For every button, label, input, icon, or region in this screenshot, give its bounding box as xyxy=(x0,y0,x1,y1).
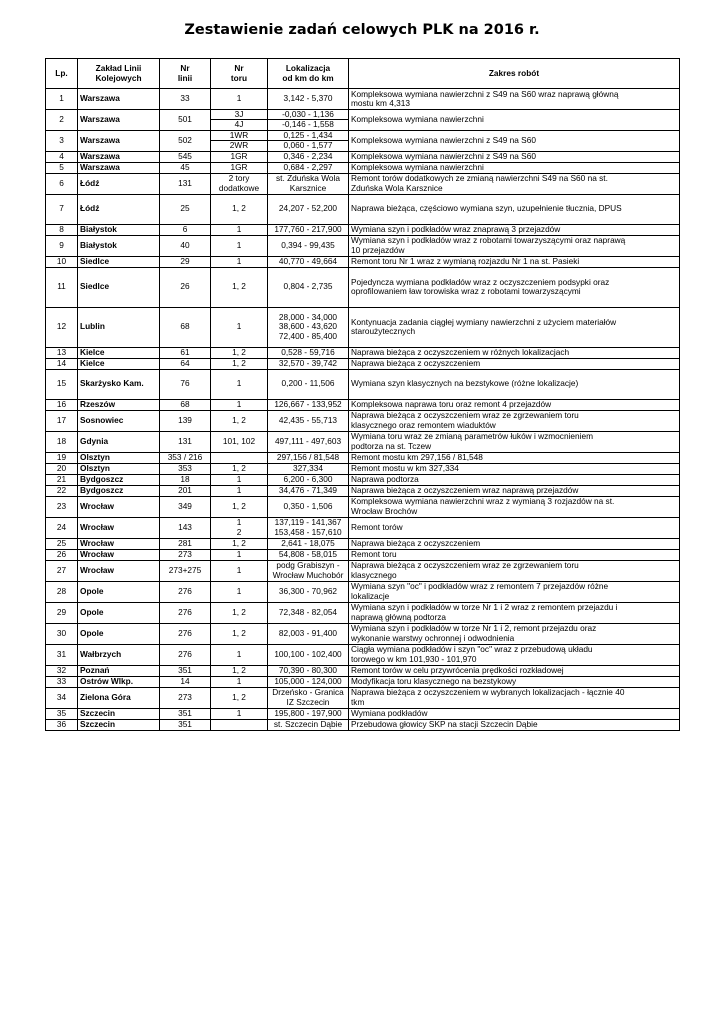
row-zakres: Wymiana toru wraz ze zmianą parametrów łuków i wzmocnieniem podtorza na st. Tczew xyxy=(349,431,680,452)
row-lokalizacja: 42,435 - 55,713 xyxy=(268,410,349,431)
row-tor: 1, 2 xyxy=(211,623,268,644)
table-row xyxy=(46,130,680,140)
row-zakres: Przebudowa głowicy SKP na stacji Szczecin Dąbie xyxy=(349,719,680,730)
row-lokalizacja: 54,808 - 58,015 xyxy=(268,549,349,560)
row-zakres: Kontynuacja zadania ciągłej wymiany nawierzchni z użyciem materiałów staroużytecznych xyxy=(349,307,680,347)
row-zakres: Remont torów w celu przywrócenia prędkości rozkładowej xyxy=(349,665,680,676)
row-zakres: Naprawa bieżąca z oczyszczeniem xyxy=(349,358,680,369)
row-lokalizacja: 3,142 - 5,370 xyxy=(268,89,349,110)
row-zaklad: Wrocław xyxy=(78,549,160,560)
row-lokalizacja: Drzeńsko - Granica IZ Szczecin xyxy=(268,687,349,708)
row-zakres: Naprawa bieżąca z oczyszczeniem w wybranych lokalizacjach - łącznie 40 tkm xyxy=(349,687,680,708)
row-tor: 1 xyxy=(211,256,268,267)
table-row xyxy=(46,719,680,730)
table-row xyxy=(46,687,680,708)
row-lp: 35 xyxy=(46,708,78,719)
row-zakres: Wymiana szyn i podkładów w torze Nr 1 i 2 wraz z remontem przejazdu i naprawą główną podtorza xyxy=(349,602,680,623)
table-row xyxy=(46,549,680,560)
row-linia: 502 xyxy=(160,130,211,151)
table-row xyxy=(46,151,680,162)
row-zaklad: Kielce xyxy=(78,358,160,369)
row-lokalizacja: st. Zduńska Wola Karsznice xyxy=(268,173,349,194)
row-lokalizacja: 0,060 - 1,577 xyxy=(268,141,349,151)
row-lp: 34 xyxy=(46,687,78,708)
row-lokalizacja: 0,350 - 1,506 xyxy=(268,496,349,517)
row-zakres: Remont mostu km 297,156 / 81,548 xyxy=(349,452,680,463)
row-lokalizacja: podg Grabiszyn - Wrocław Muchobór xyxy=(268,560,349,581)
row-lp: 1 xyxy=(46,89,78,110)
row-lp: 6 xyxy=(46,173,78,194)
row-tor: 1, 2 xyxy=(211,463,268,474)
row-linia: 131 xyxy=(160,431,211,452)
row-zaklad: Skarżysko Kam. xyxy=(78,369,160,399)
row-lokalizacja: 0,125 - 1,434 xyxy=(268,130,349,140)
row-lp: 15 xyxy=(46,369,78,399)
row-lokalizacja: 32,570 - 39,742 xyxy=(268,358,349,369)
row-lp: 2 xyxy=(46,110,78,131)
row-zaklad: Rzeszów xyxy=(78,399,160,410)
row-zaklad: Opole xyxy=(78,602,160,623)
row-lokalizacja: 327,334 xyxy=(268,463,349,474)
row-linia: 68 xyxy=(160,399,211,410)
table-row xyxy=(46,474,680,485)
row-linia: 353 xyxy=(160,463,211,474)
table-row xyxy=(46,496,680,517)
row-linia: 76 xyxy=(160,369,211,399)
row-linia: 18 xyxy=(160,474,211,485)
row-lokalizacja: 40,770 - 49,664 xyxy=(268,256,349,267)
row-zakres: Kompleksowa wymiana nawierzchni xyxy=(349,162,680,173)
row-tor: 1GR xyxy=(211,162,268,173)
row-zakres: Wymiana szyn "oc" i podkładów wraz z remontem 7 przejazdów różne lokalizacje xyxy=(349,581,680,602)
row-zakres: Kompleksowa wymiana nawierzchni wraz z wymianą 3 rozjazdów na st. Wrocław Brochów xyxy=(349,496,680,517)
row-linia: 501 xyxy=(160,110,211,131)
row-tor: 1 xyxy=(211,235,268,256)
row-linia: 45 xyxy=(160,162,211,173)
row-lokalizacja: 6,200 - 6,300 xyxy=(268,474,349,485)
row-lp: 17 xyxy=(46,410,78,431)
row-zaklad: Białystok xyxy=(78,224,160,235)
table-row xyxy=(46,485,680,496)
row-lp: 23 xyxy=(46,496,78,517)
row-tor: 1, 2 xyxy=(211,194,268,224)
row-lp: 24 xyxy=(46,517,78,538)
row-zakres: Naprawa bieżąca, częściowo wymiana szyn, uzupełnienie tłucznia, DPUS xyxy=(349,194,680,224)
row-linia: 349 xyxy=(160,496,211,517)
row-linia: 351 xyxy=(160,665,211,676)
header-tor: Nr toru xyxy=(211,59,268,89)
row-tor: 1 xyxy=(211,644,268,665)
row-zakres: Naprawa podtorza xyxy=(349,474,680,485)
table-row xyxy=(46,369,680,399)
row-tor: 2 tory dodatkowe xyxy=(211,173,268,194)
table-row xyxy=(46,623,680,644)
row-tor: 1 xyxy=(211,369,268,399)
row-zaklad: Sosnowiec xyxy=(78,410,160,431)
row-zaklad: Szczecin xyxy=(78,719,160,730)
row-tor: 1, 2 xyxy=(211,358,268,369)
row-lokalizacja: 0,804 - 2,735 xyxy=(268,267,349,307)
table-row xyxy=(46,235,680,256)
header-zaklad: Zakład Linii Kolejowych xyxy=(78,59,160,89)
header-lokalizacja: Lokalizacja od km do km xyxy=(268,59,349,89)
row-zaklad: Olsztyn xyxy=(78,452,160,463)
table-row xyxy=(46,644,680,665)
row-tor: 1 xyxy=(211,89,268,110)
row-zaklad: Siedlce xyxy=(78,267,160,307)
row-zakres: Kompleksowa wymiana nawierzchni z S49 na S60 xyxy=(349,151,680,162)
row-lokalizacja: 100,100 - 102,400 xyxy=(268,644,349,665)
row-tor xyxy=(211,452,268,463)
header-row xyxy=(46,59,680,89)
row-zaklad: Białystok xyxy=(78,235,160,256)
row-lokalizacja: 82,003 - 91,400 xyxy=(268,623,349,644)
row-linia: 273+275 xyxy=(160,560,211,581)
row-zakres: Remont torów dodatkowych ze zmianą nawierzchni S49 na S60 na st. Zduńska Wola Karsznice xyxy=(349,173,680,194)
row-lp: 33 xyxy=(46,676,78,687)
row-linia: 143 xyxy=(160,517,211,538)
row-lp: 32 xyxy=(46,665,78,676)
row-linia: 61 xyxy=(160,347,211,358)
row-zakres: Remont torów xyxy=(349,517,680,538)
table-row xyxy=(46,256,680,267)
row-lp: 18 xyxy=(46,431,78,452)
row-zaklad: Szczecin xyxy=(78,708,160,719)
row-lp: 21 xyxy=(46,474,78,485)
row-zakres: Wymiana podkładów xyxy=(349,708,680,719)
row-lokalizacja: 72,348 - 82,054 xyxy=(268,602,349,623)
row-tor: 1, 2 xyxy=(211,267,268,307)
table-row xyxy=(46,173,680,194)
row-zakres: Remont toru xyxy=(349,549,680,560)
row-tor: 1GR xyxy=(211,151,268,162)
row-zaklad: Bydgoszcz xyxy=(78,485,160,496)
row-zakres: Remont mostu w km 327,334 xyxy=(349,463,680,474)
row-lp: 19 xyxy=(46,452,78,463)
row-zaklad: Lublin xyxy=(78,307,160,347)
row-lp: 7 xyxy=(46,194,78,224)
row-tor: 1, 2 xyxy=(211,496,268,517)
row-tor: 1 xyxy=(211,474,268,485)
row-zakres: Naprawa bieżąca z oczyszczeniem wraz ze zgrzewaniem toru klasycznego oraz remontem wiaduktów xyxy=(349,410,680,431)
row-zaklad: Warszawa xyxy=(78,89,160,110)
row-linia: 131 xyxy=(160,173,211,194)
row-linia: 139 xyxy=(160,410,211,431)
row-lokalizacja: 105,000 - 124,000 xyxy=(268,676,349,687)
row-zaklad: Poznań xyxy=(78,665,160,676)
table-row xyxy=(46,224,680,235)
row-linia: 276 xyxy=(160,581,211,602)
row-lokalizacja: 297,156 / 81,548 xyxy=(268,452,349,463)
table-row xyxy=(46,676,680,687)
row-zaklad: Siedlce xyxy=(78,256,160,267)
row-tor: 1 xyxy=(211,549,268,560)
row-lp: 30 xyxy=(46,623,78,644)
row-linia: 201 xyxy=(160,485,211,496)
row-tor: 1, 2 xyxy=(211,602,268,623)
row-zakres: Wymiana szyn i podkładów w torze Nr 1 i 2, remont przejazdu oraz wykonanie warstwy ochronnej i odwodnienia xyxy=(349,623,680,644)
row-linia: 276 xyxy=(160,602,211,623)
row-zakres: Naprawa bieżąca z oczyszczeniem xyxy=(349,538,680,549)
row-lokalizacja: 36,300 - 70,962 xyxy=(268,581,349,602)
table-row xyxy=(46,307,680,347)
table-row xyxy=(46,358,680,369)
row-linia: 276 xyxy=(160,623,211,644)
row-zakres: Naprawa bieżąca z oczyszczeniem wraz ze zgrzewaniem toru klasycznego xyxy=(349,560,680,581)
row-lp: 3 xyxy=(46,130,78,151)
row-tor: 1 xyxy=(211,399,268,410)
row-zaklad: Wrocław xyxy=(78,517,160,538)
row-zakres: Kompleksowa wymiana nawierzchni xyxy=(349,110,680,131)
table-row xyxy=(46,602,680,623)
row-lp: 36 xyxy=(46,719,78,730)
row-zakres: Naprawa bieżąca z oczyszczeniem wraz naprawą przejazdów xyxy=(349,485,680,496)
row-linia: 25 xyxy=(160,194,211,224)
row-lokalizacja: 177,760 - 217,900 xyxy=(268,224,349,235)
table-row xyxy=(46,89,680,110)
row-zaklad: Łódź xyxy=(78,173,160,194)
row-tor: 2WR xyxy=(211,141,268,151)
row-tor: 1, 2 xyxy=(211,347,268,358)
row-linia: 26 xyxy=(160,267,211,307)
row-lp: 13 xyxy=(46,347,78,358)
row-linia: 33 xyxy=(160,89,211,110)
page-title: Zestawienie zadań celowych PLK na 2016 r. xyxy=(184,22,540,38)
row-zaklad: Gdynia xyxy=(78,431,160,452)
row-lp: 31 xyxy=(46,644,78,665)
row-zakres: Wymiana szyn klasycznych na bezstykowe (różne lokalizacje) xyxy=(349,369,680,399)
row-tor: 1 xyxy=(211,560,268,581)
row-lp: 16 xyxy=(46,399,78,410)
row-zaklad: Warszawa xyxy=(78,151,160,162)
table-row xyxy=(46,708,680,719)
row-zaklad: Wrocław xyxy=(78,538,160,549)
row-lp: 12 xyxy=(46,307,78,347)
row-linia: 6 xyxy=(160,224,211,235)
row-tor: 1, 2 xyxy=(211,410,268,431)
row-zakres: Kompleksowa wymiana nawierzchni z S49 na S60 xyxy=(349,130,680,151)
row-lokalizacja: 0,346 - 2,234 xyxy=(268,151,349,162)
row-tor: 1WR xyxy=(211,130,268,140)
table-row xyxy=(46,110,680,120)
row-lokalizacja: 28,000 - 34,000 38,600 - 43,620 72,400 - 85,400 xyxy=(268,307,349,347)
row-lp: 14 xyxy=(46,358,78,369)
row-zaklad: Olsztyn xyxy=(78,463,160,474)
table-row xyxy=(46,665,680,676)
row-lp: 11 xyxy=(46,267,78,307)
row-tor: 101, 102 xyxy=(211,431,268,452)
row-zaklad: Warszawa xyxy=(78,130,160,151)
row-zaklad: Wałbrzych xyxy=(78,644,160,665)
row-zaklad: Kielce xyxy=(78,347,160,358)
row-lp: 5 xyxy=(46,162,78,173)
row-lp: 9 xyxy=(46,235,78,256)
table-row xyxy=(46,194,680,224)
row-lp: 8 xyxy=(46,224,78,235)
row-lokalizacja: 126,667 - 133,952 xyxy=(268,399,349,410)
row-tor: 1 xyxy=(211,708,268,719)
row-zaklad: Ostrów Wlkp. xyxy=(78,676,160,687)
row-lokalizacja: 0,394 - 99,435 xyxy=(268,235,349,256)
row-linia: 273 xyxy=(160,549,211,560)
row-lp: 26 xyxy=(46,549,78,560)
row-zaklad: Wrocław xyxy=(78,496,160,517)
row-tor xyxy=(211,719,268,730)
row-tor: 1, 2 xyxy=(211,538,268,549)
row-lokalizacja: 195,800 - 197,900 xyxy=(268,708,349,719)
row-zakres: Wymiana szyn i podkładów wraz znaprawą 3 przejazdów xyxy=(349,224,680,235)
row-lokalizacja: 2,641 - 18,075 xyxy=(268,538,349,549)
table-row xyxy=(46,431,680,452)
table-row xyxy=(46,347,680,358)
row-tor: 1 xyxy=(211,581,268,602)
row-zakres: Kompleksowa naprawa toru oraz remont 4 przejazdów xyxy=(349,399,680,410)
row-tor: 1 xyxy=(211,307,268,347)
table-row xyxy=(46,463,680,474)
table-body xyxy=(46,89,680,731)
row-linia: 281 xyxy=(160,538,211,549)
row-tor: 1 xyxy=(211,485,268,496)
row-tor: 3J xyxy=(211,110,268,120)
row-lokalizacja: -0,146 - 1,558 xyxy=(268,120,349,130)
table-row xyxy=(46,560,680,581)
header-lp: Lp. xyxy=(46,59,78,89)
table-row xyxy=(46,410,680,431)
row-lokalizacja: 0,684 - 2,297 xyxy=(268,162,349,173)
row-lp: 25 xyxy=(46,538,78,549)
header-zakres: Zakres robót xyxy=(349,59,680,89)
row-zaklad: Opole xyxy=(78,581,160,602)
row-tor: 1 2 xyxy=(211,517,268,538)
row-tor: 1, 2 xyxy=(211,687,268,708)
row-zaklad: Bydgoszcz xyxy=(78,474,160,485)
row-lp: 28 xyxy=(46,581,78,602)
row-lokalizacja: st. Szczecin Dąbie xyxy=(268,719,349,730)
row-lp: 10 xyxy=(46,256,78,267)
row-linia: 29 xyxy=(160,256,211,267)
row-linia: 351 xyxy=(160,719,211,730)
row-lokalizacja: 24,207 - 52,200 xyxy=(268,194,349,224)
row-zakres: Modyfikacja toru klasycznego na bezstykowy xyxy=(349,676,680,687)
row-linia: 545 xyxy=(160,151,211,162)
table-row xyxy=(46,538,680,549)
row-lp: 29 xyxy=(46,602,78,623)
row-linia: 276 xyxy=(160,644,211,665)
header-linia: Nr linii xyxy=(160,59,211,89)
row-tor: 1, 2 xyxy=(211,665,268,676)
row-lokalizacja: 70,390 - 80,300 xyxy=(268,665,349,676)
row-lokalizacja: 34,476 - 71,349 xyxy=(268,485,349,496)
row-lokalizacja: 497,111 - 497,603 xyxy=(268,431,349,452)
row-zaklad: Łódź xyxy=(78,194,160,224)
row-zaklad: Zielona Góra xyxy=(78,687,160,708)
table-row xyxy=(46,581,680,602)
row-zaklad: Warszawa xyxy=(78,162,160,173)
row-zaklad: Opole xyxy=(78,623,160,644)
row-lp: 4 xyxy=(46,151,78,162)
table-row xyxy=(46,517,680,538)
table-row xyxy=(46,267,680,307)
row-linia: 14 xyxy=(160,676,211,687)
table-row xyxy=(46,399,680,410)
tasks-table xyxy=(45,58,680,731)
row-linia: 353 / 216 xyxy=(160,452,211,463)
row-zakres: Naprawa bieżąca z oczyszczeniem w różnych lokalizacjach xyxy=(349,347,680,358)
row-tor: 4J xyxy=(211,120,268,130)
row-tor: 1 xyxy=(211,224,268,235)
row-lokalizacja: 137,119 - 141,367 153,458 - 157,610 xyxy=(268,517,349,538)
row-zaklad: Wrocław xyxy=(78,560,160,581)
row-linia: 68 xyxy=(160,307,211,347)
row-zakres: Kompleksowa wymiana nawierzchni z S49 na S60 wraz naprawą główną mostu km 4,313 xyxy=(349,89,680,110)
row-zakres: Pojedyncza wymiana podkładów wraz z oczyszczeniem podsypki oraz oprofilowaniem ław torowiska wraz z robotami towarzyszącymi xyxy=(349,267,680,307)
row-linia: 40 xyxy=(160,235,211,256)
row-lp: 27 xyxy=(46,560,78,581)
row-zakres: Wymiana szyn i podkładów wraz z robotami towarzyszącymi oraz naprawą 10 przejazdów xyxy=(349,235,680,256)
row-linia: 273 xyxy=(160,687,211,708)
row-linia: 64 xyxy=(160,358,211,369)
row-zakres: Ciągła wymiana podkładów i szyn "oc" wraz z przebudową układu torowego w km 101,930 - 101,970 xyxy=(349,644,680,665)
table-row xyxy=(46,452,680,463)
row-lokalizacja: 0,200 - 11,506 xyxy=(268,369,349,399)
row-lokalizacja: 0,528 - 59,716 xyxy=(268,347,349,358)
row-lokalizacja: -0,030 - 1,136 xyxy=(268,110,349,120)
row-zakres: Remont toru Nr 1 wraz z wymianą rozjazdu Nr 1 na st. Pasieki xyxy=(349,256,680,267)
row-lp: 20 xyxy=(46,463,78,474)
row-tor: 1 xyxy=(211,676,268,687)
row-linia: 351 xyxy=(160,708,211,719)
row-zaklad: Warszawa xyxy=(78,110,160,131)
row-lp: 22 xyxy=(46,485,78,496)
table-row xyxy=(46,162,680,173)
